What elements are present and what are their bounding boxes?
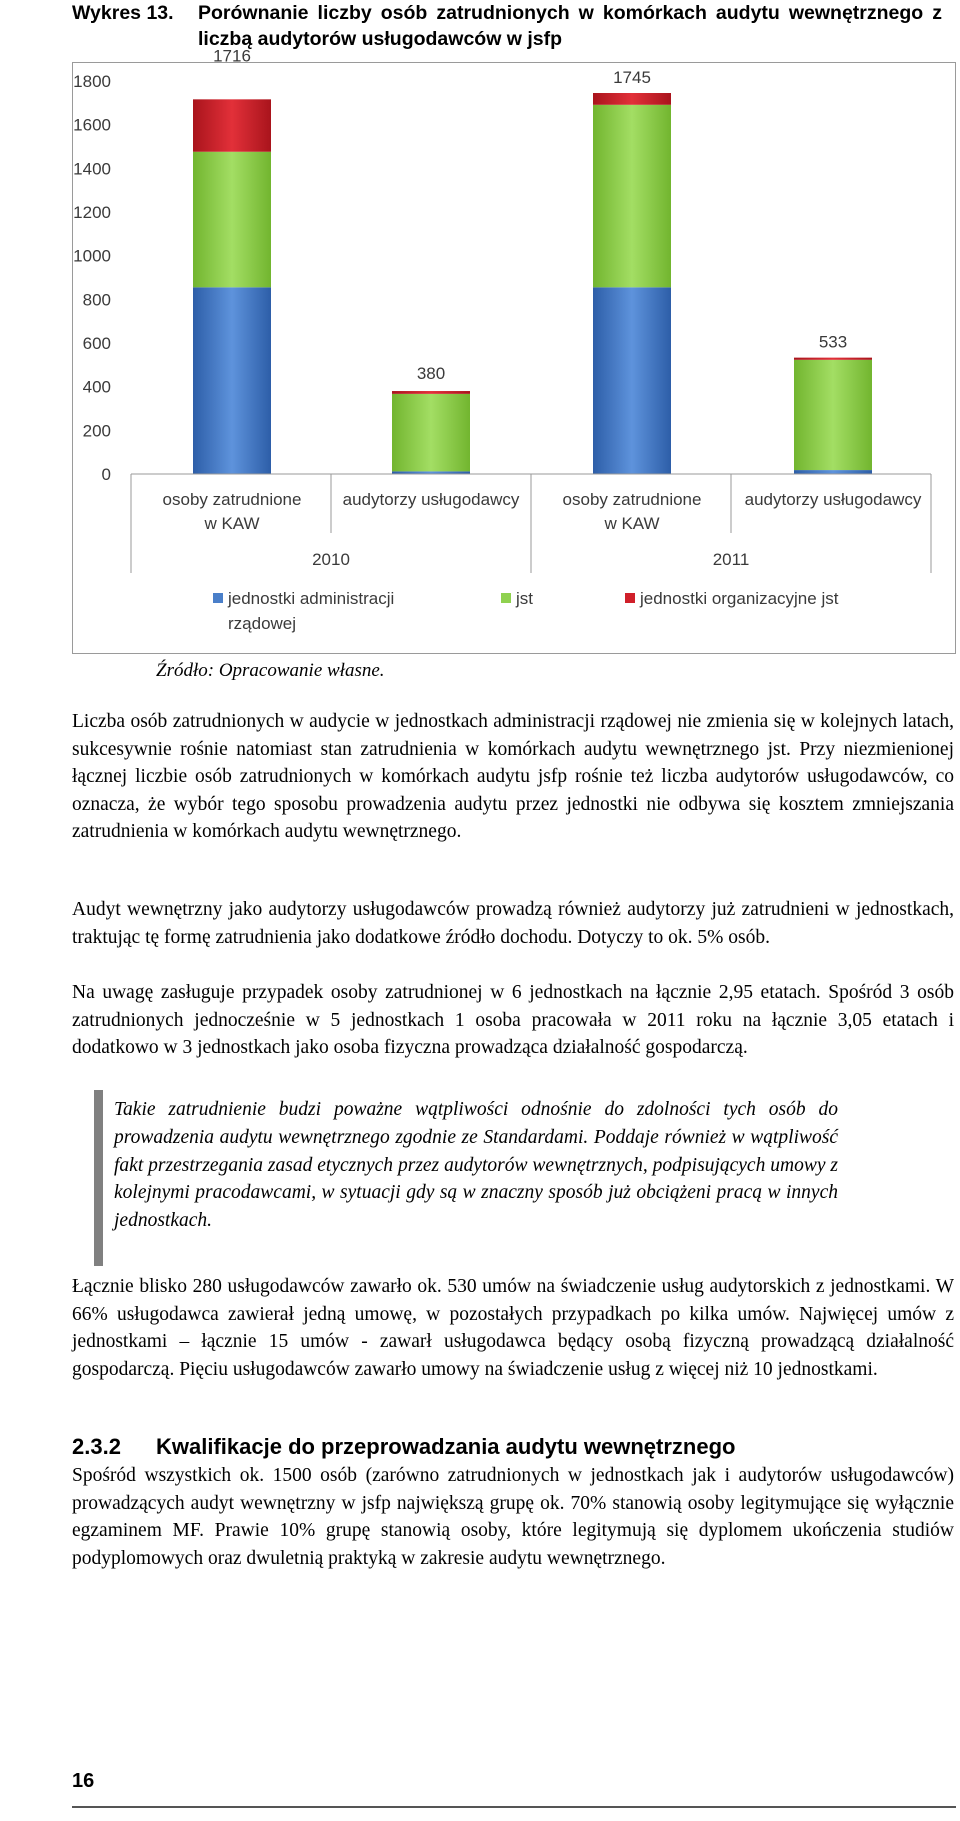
chart-frame	[72, 46, 956, 654]
x-tick-label: osoby zatrudnione	[562, 490, 702, 509]
legend-label: jednostki organizacyjne jst	[640, 589, 839, 608]
x-group-label: 2011	[712, 550, 750, 569]
legend-swatch-blue	[213, 593, 223, 603]
y-tick-label: 1800	[73, 72, 111, 91]
legend-label: rządowej	[228, 614, 297, 633]
legend-label: jst	[516, 589, 533, 608]
quote-bar	[94, 1090, 103, 1266]
x-tick-label: osoby zatrudnione	[162, 490, 302, 509]
data-label: 1745	[613, 68, 651, 88]
bar-segment	[794, 470, 872, 474]
paragraph: Łącznie blisko 280 usługodawców zawarło ok. 530 umów na świadczenie usług audytorskich z jednostkami. W 66% usługodawca zawierał jedną umowę, w pozostałych przypadkach po kilka umów. Najwięcej umów z jednostkami – łącznie 15 umów - zawarł usługodawca będący osobą fizyczną prowadzącą działalność gospodarczą. Pięciu usługodawców zawarło umowy na świadczenie usług z więcej niż 10 jednostkami.	[72, 1276, 954, 1380]
legend-swatch-green	[501, 593, 511, 603]
y-tick-label: 400	[82, 377, 111, 397]
bar-segment	[593, 105, 671, 288]
data-label: 380	[416, 364, 446, 384]
x-tick-label: audytorzy usługodawcy	[744, 490, 922, 509]
section-heading	[72, 1434, 735, 1460]
paragraph: Na uwagę zasługuje przypadek osoby zatrudnionej w 6 jednostkach na łącznie 2,95 etatach. Spośród 3 osób zatrudnionych jednocześnie w 5 jednostkach 1 osoba pracowała w 2011 roku na łącznie 3,05 etatach i dodatkowo w 3 jednostkach jako osoba fizyczna prowadząca działalność gospodarczą.	[72, 982, 954, 1058]
bar-segment	[794, 360, 872, 470]
x-tick-label: audytorzy usługodawcy	[342, 490, 520, 509]
paragraph: Spośród wszystkich ok. 1500 osób (zarówno zatrudnionych w jednostkach jak i audytorów usługodawców) prowadzących audyt wewnętrzny w jsfp największą grupę ok. 70% stanowią osoby legitymujące się wyłącznie egzaminem MF. Prawie 10% grupę stanowią osoby, które legitymują się dyplomem ukończenia studiów podyplomowych oraz dwuletnią praktyką w zakresie audytu wewnętrznego.	[72, 1465, 954, 1569]
legend-label: jednostki administracji	[228, 589, 395, 608]
quote-block: Takie zatrudnienie budzi poważne wątpliwości odnośnie do zdolności tych osób do prowadzenia audytu wewnętrznego zgodnie ze Standardami. Poddaje również w wątpliwość fakt przestrzegania zasad etycznych przez audytorów wewnętrznych, podpisujących umowy z kolejnymi pracodawcami, w sytuacji gdy są w znaczny sposób już obciążeni pracą w innych jednostkach.	[114, 1099, 838, 1232]
section-title: Kwalifikacje do przeprowadzania audytu wewnętrznego	[156, 1434, 736, 1459]
bar-segment	[593, 287, 671, 474]
figure-title: Porównanie liczby osób zatrudnionych w komórkach audytu wewnętrznego z liczbą audytorów usługodawców w jsfp	[198, 2, 942, 50]
legend-swatch-red	[625, 593, 635, 603]
x-group-label: 2010	[312, 550, 350, 569]
y-tick-label: 800	[82, 290, 111, 310]
bar-segment	[593, 93, 671, 105]
bar-segment	[193, 152, 271, 288]
figure-label: Wykres 13.	[72, 2, 174, 24]
y-tick-label: 1400	[73, 159, 111, 179]
y-tick-label: 0	[101, 465, 111, 484]
x-tick-label: w KAW	[204, 514, 260, 533]
data-label: 533	[818, 332, 848, 352]
bar-segment	[193, 287, 271, 474]
paragraph: Liczba osób zatrudnionych w audycie w jednostkach administracji rządowej nie zmienia się w kolejnych latach, sukcesywnie rośnie natomiast stan zatrudnienia w komórkach audytu wewnętrznego jst. Przy niezmienionej łącznej liczbie osób zatrudnionych w komórkach audytu jsfp rośnie też liczba audytorów usługodawców, co oznacza, że wybór tego sposobu prowadzenia audytu przez jednostki nie odbywa się kosztem zmniejszania zatrudnienia w komórkach audytu wewnętrznego.	[72, 711, 954, 842]
y-tick-label: 1200	[73, 203, 111, 222]
stacked-bar-chart	[73, 46, 955, 653]
bar-segment	[794, 358, 872, 360]
page-number: 16	[72, 1770, 95, 1792]
legend	[213, 589, 839, 633]
footer-rule	[72, 1806, 956, 1808]
paragraph: Audyt wewnętrzny jako audytorzy usługodawców prowadzą również audytorzy już zatrudnieni w jednostkach, traktując tę formę zatrudnienia jako dodatkowe źródło dochodu. Dotyczy to ok. 5% osób.	[72, 899, 954, 948]
y-tick-label: 200	[82, 421, 111, 441]
bar-segment	[193, 99, 271, 151]
data-label: 1716	[213, 46, 251, 66]
x-tick-label: w KAW	[604, 514, 660, 533]
bar-segment	[392, 391, 470, 394]
y-tick-label: 600	[82, 334, 111, 353]
section-number: 2.3.2	[72, 1434, 121, 1459]
y-tick-label: 1000	[73, 246, 111, 266]
bar-segment	[392, 394, 470, 472]
figure-source: Źródło: Opracowanie własne.	[156, 660, 385, 681]
y-tick-label: 1600	[73, 115, 111, 135]
